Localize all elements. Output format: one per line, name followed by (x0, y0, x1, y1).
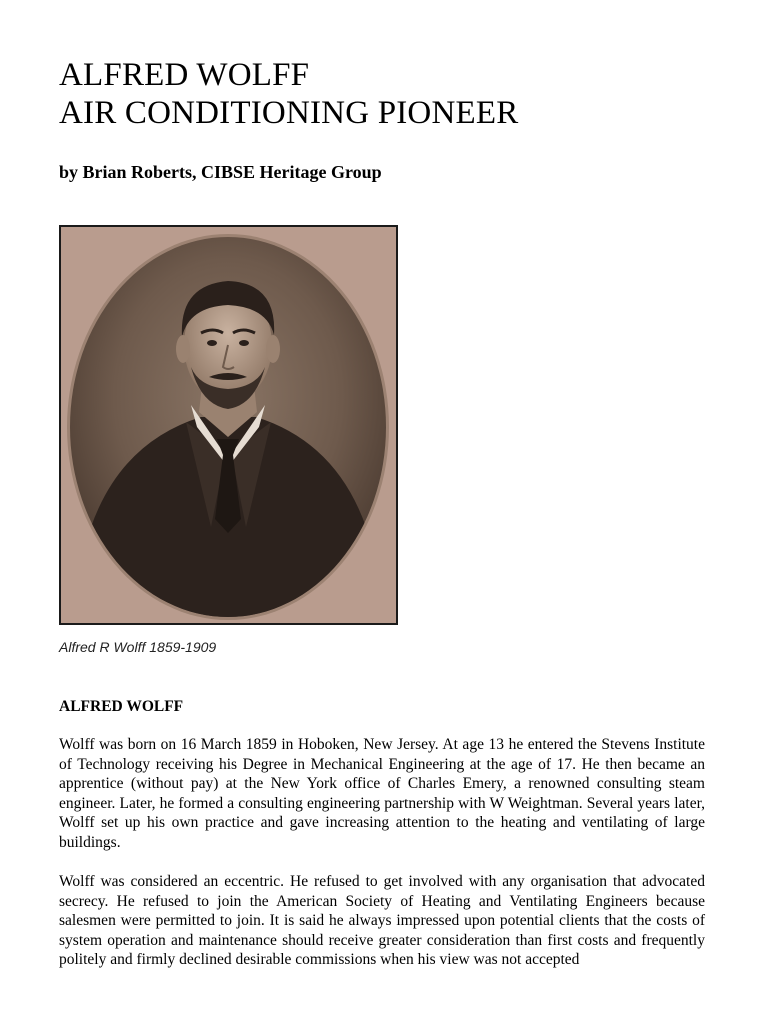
body-paragraph: Wolff was considered an eccentric. He refused to get involved with any organisation that advocated secrecy. He refused to join the American Society of Heating and Ventilating Engineers because salesmen were permitted to join. It is said he always impressed upon potential clients that the costs of system operation and maintenance should receive greater consideration than first costs and frequently politely and firmly declined desirable commissions when his view was not accepted (59, 873, 705, 969)
portrait-image (61, 227, 396, 623)
portrait-photo (59, 225, 398, 625)
photo-caption: Alfred R Wolff 1859-1909 (59, 639, 217, 655)
document-title (59, 56, 518, 132)
body-paragraph: Wolff was born on 16 March 1859 in Hoboken, New Jersey. At age 13 he entered the Stevens Institute of Technology receiving his Degree in Mechanical Engineering at the age of 17. He then became an apprentice (without pay) at the New York office of Charles Emery, a renowned consulting steam engineer. Later, he formed a consulting engineering partnership with W Weightman. Several years later, Wolff set up his own practice and gave increasing attention to the heating and ventilating of large buildings. (59, 736, 705, 851)
section-heading: ALFRED WOLFF (59, 698, 184, 715)
title-line-1: ALFRED WOLFF (59, 57, 310, 93)
title-line-2: AIR CONDITIONING PIONEER (59, 95, 519, 131)
author-byline: by Brian Roberts, CIBSE Heritage Group (59, 162, 382, 182)
